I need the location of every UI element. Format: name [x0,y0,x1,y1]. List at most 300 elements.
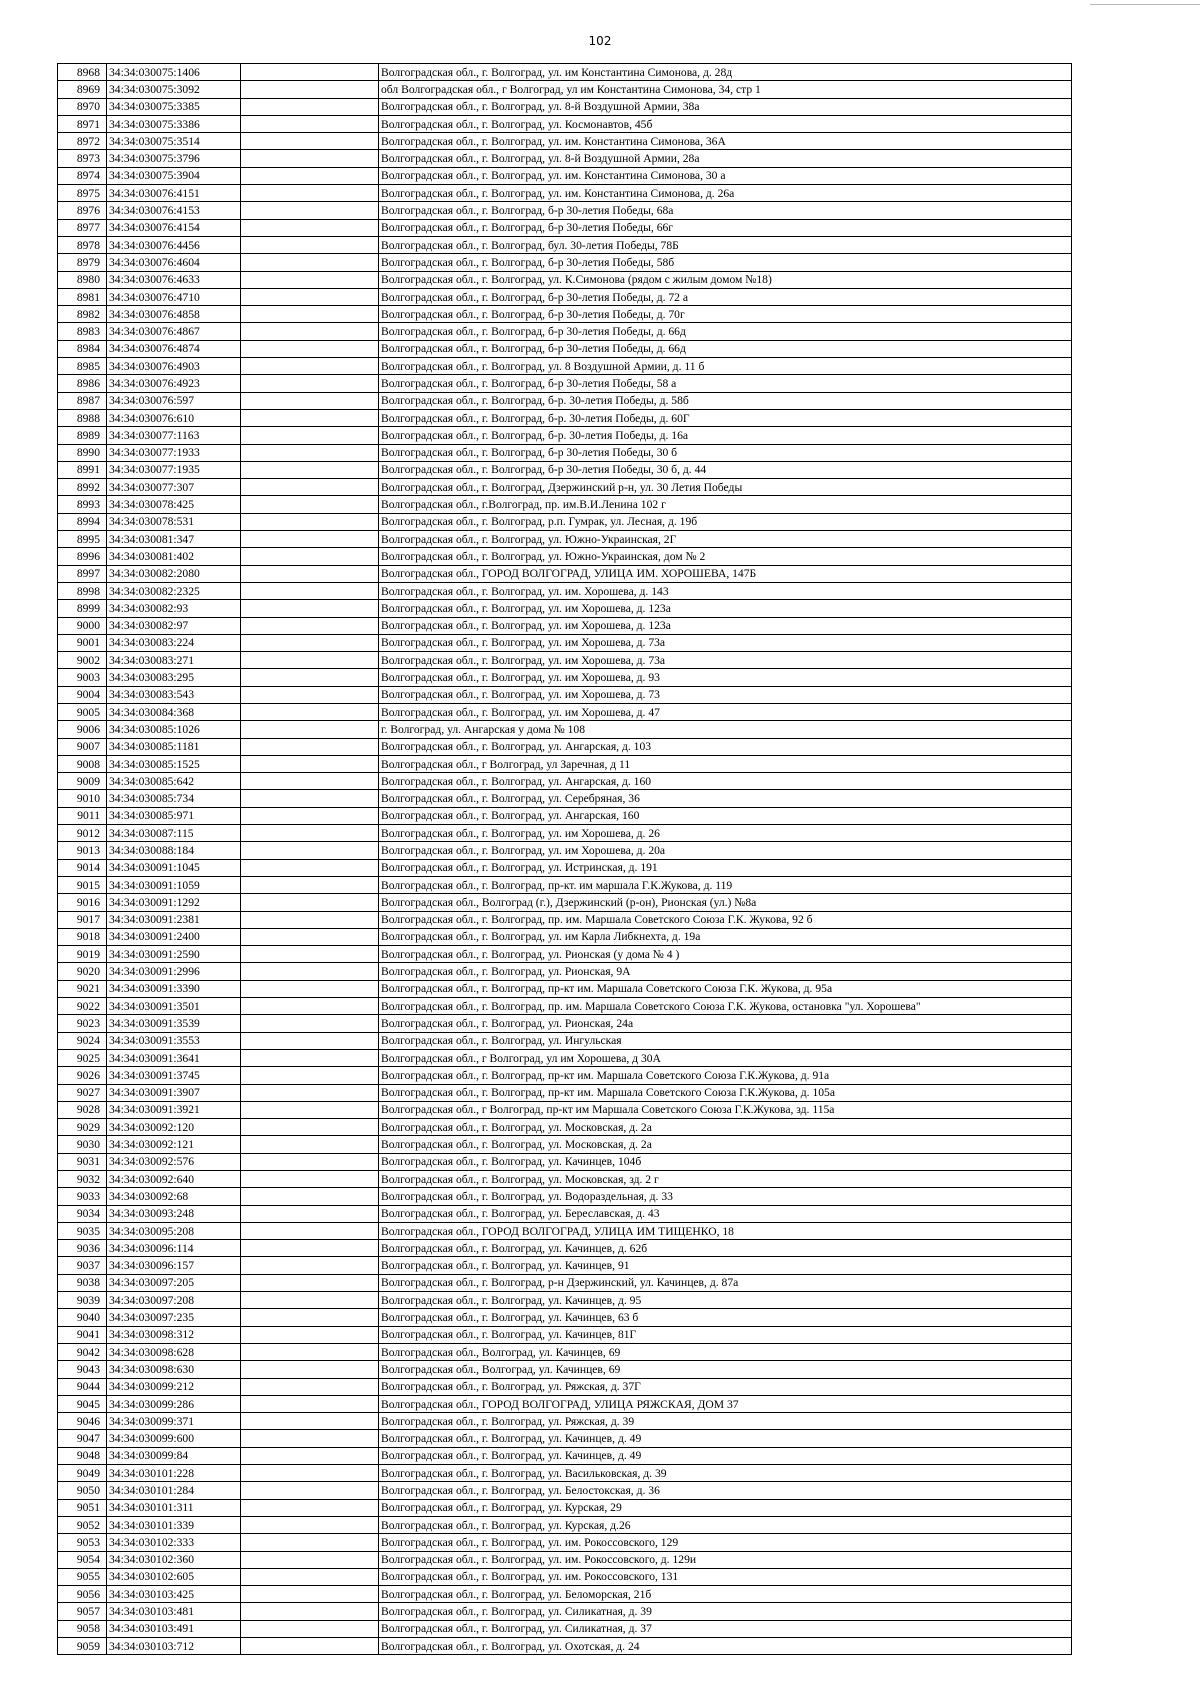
table-row [58,427,1072,444]
row-number-cell: 8999 [58,600,107,617]
row-number-cell: 9010 [58,790,107,807]
row-number-cell: 9047 [58,1430,107,1447]
address-cell: Волгоградская обл., г. Волгоград, б-р 30-летия Победы, д. 66д [379,323,1072,340]
empty-cell [241,1516,379,1533]
address-cell: Волгоградская обл., г. Волгоград, ул. Ангарская, д. 103 [379,738,1072,755]
empty-cell [241,1309,379,1326]
cadastral-number-cell: 34:34:030097:235 [107,1309,241,1326]
table-row [58,686,1072,703]
empty-cell [241,1257,379,1274]
empty-cell [241,288,379,305]
address-cell: Волгоградская обл., г. Волгоград, ул. Качинцев, д. 62б [379,1240,1072,1257]
row-number-cell: 9046 [58,1413,107,1430]
empty-cell [241,738,379,755]
empty-cell [241,1274,379,1291]
row-number-cell: 9021 [58,980,107,997]
cadastral-number-cell: 34:34:030091:1059 [107,876,241,893]
row-number-cell: 9054 [58,1551,107,1568]
table-row [58,1153,1072,1170]
address-cell: Волгоградская обл., г. Волгоград, ул. им Хорошева, д. 123а [379,600,1072,617]
registry-table-body [58,64,1072,1655]
empty-cell [241,773,379,790]
row-number-cell: 8988 [58,409,107,426]
address-cell: Волгоградская обл., г. Волгоград, ул. им Хорошева, д. 73а [379,652,1072,669]
table-row [58,1205,1072,1222]
cadastral-number-cell: 34:34:030087:115 [107,825,241,842]
address-cell: Волгоградская обл., г. Волгоград, ул. Московская, д. 2а [379,1119,1072,1136]
address-cell: Волгоградская обл., г. Волгоград, ул. им. Рокоссовского, 129 [379,1534,1072,1551]
table-row [58,1084,1072,1101]
registry-table [57,63,1072,1655]
empty-cell [241,1015,379,1032]
row-number-cell: 8977 [58,219,107,236]
row-number-cell: 9053 [58,1534,107,1551]
row-number-cell: 8991 [58,461,107,478]
address-cell: Волгоградская обл., Волгоград, ул. Качинцев, 69 [379,1361,1072,1378]
row-number-cell: 9008 [58,755,107,772]
row-number-cell: 9051 [58,1499,107,1516]
address-cell: Волгоградская обл., г. Волгоград, б-р. 30-летия Победы, д. 16а [379,427,1072,444]
row-number-cell: 8968 [58,64,107,81]
row-number-cell: 9030 [58,1136,107,1153]
cadastral-number-cell: 34:34:030091:3553 [107,1032,241,1049]
address-cell: Волгоградская обл., г. Волгоград, ул. Ряжская, д. 37Г [379,1378,1072,1395]
table-row [58,531,1072,548]
empty-cell [241,600,379,617]
address-cell: Волгоградская обл., г. Волгоград, ул. Ангарская, д. 160 [379,773,1072,790]
table-row [58,842,1072,859]
row-number-cell: 8972 [58,133,107,150]
table-row [58,513,1072,530]
empty-cell [241,444,379,461]
row-number-cell: 8986 [58,375,107,392]
row-number-cell: 8970 [58,98,107,115]
row-number-cell: 8990 [58,444,107,461]
row-number-cell: 9005 [58,703,107,720]
cadastral-number-cell: 34:34:030076:4874 [107,340,241,357]
empty-cell [241,479,379,496]
address-cell: Волгоградская обл., г. Волгоград, ул. Ряжская, д. 39 [379,1413,1072,1430]
cadastral-number-cell: 34:34:030097:208 [107,1292,241,1309]
row-number-cell: 8971 [58,115,107,132]
row-number-cell: 9059 [58,1638,107,1655]
address-cell: Волгоградская обл., г. Волгоград, ул. Рионская (у дома № 4 ) [379,946,1072,963]
address-cell: Волгоградская обл., г. Волгоград, ул. Курская, д.26 [379,1516,1072,1533]
cadastral-number-cell: 34:34:030091:3539 [107,1015,241,1032]
table-row [58,1516,1072,1533]
cadastral-number-cell: 34:34:030085:1525 [107,755,241,772]
table-row [58,1378,1072,1395]
address-cell: Волгоградская обл., г. Волгоград, ул. им. Рокоссовского, д. 129и [379,1551,1072,1568]
table-row [58,963,1072,980]
cadastral-number-cell: 34:34:030075:3385 [107,98,241,115]
empty-cell [241,531,379,548]
empty-cell [241,548,379,565]
address-cell: Волгоградская обл., г. Волгоград, ул. им Хорошева, д. 93 [379,669,1072,686]
empty-cell [241,64,379,81]
table-row [58,1620,1072,1637]
empty-cell [241,323,379,340]
cadastral-number-cell: 34:34:030077:1935 [107,461,241,478]
address-cell: Волгоградская обл., г. Волгоград, ул. Рионская, 24а [379,1015,1072,1032]
table-row [58,1136,1072,1153]
address-cell: Волгоградская обл., г. Волгоград, ул. им Хорошева, д. 123а [379,617,1072,634]
cadastral-number-cell: 34:34:030076:4923 [107,375,241,392]
empty-cell [241,1240,379,1257]
address-cell: Волгоградская обл., г. Волгоград, пр-кт им. Маршала Советского Союза Г.К. Жукова, д. 95а [379,980,1072,997]
row-number-cell: 9045 [58,1395,107,1412]
row-number-cell: 8997 [58,565,107,582]
cadastral-number-cell: 34:34:030081:347 [107,531,241,548]
address-cell: Волгоградская обл., г. Волгоград, ул. Силикатная, д. 39 [379,1603,1072,1620]
table-row [58,1465,1072,1482]
cadastral-number-cell: 34:34:030076:4867 [107,323,241,340]
empty-cell [241,790,379,807]
cadastral-number-cell: 34:34:030091:3921 [107,1101,241,1118]
cadastral-number-cell: 34:34:030082:2080 [107,565,241,582]
empty-cell [241,703,379,720]
table-row [58,1101,1072,1118]
cadastral-number-cell: 34:34:030092:68 [107,1188,241,1205]
empty-cell [241,1586,379,1603]
table-row [58,980,1072,997]
cadastral-number-cell: 34:34:030076:4151 [107,185,241,202]
address-cell: Волгоградская обл., г. Волгоград, ул. Московская, зд. 2 г [379,1171,1072,1188]
table-row [58,946,1072,963]
row-number-cell: 9006 [58,721,107,738]
table-row [58,254,1072,271]
cadastral-number-cell: 34:34:030083:224 [107,634,241,651]
row-number-cell: 9012 [58,825,107,842]
empty-cell [241,859,379,876]
empty-cell [241,1205,379,1222]
table-row [58,98,1072,115]
cadastral-number-cell: 34:34:030082:97 [107,617,241,634]
empty-cell [241,1119,379,1136]
row-number-cell: 9036 [58,1240,107,1257]
table-row [58,1361,1072,1378]
address-cell: Волгоградская обл., г. Волгоград, ул. К.Симонова (рядом с жилым домом №18) [379,271,1072,288]
table-row [58,219,1072,236]
address-cell: Волгоградская обл., г. Волгоград, ул. им. Константина Симонова, 36А [379,133,1072,150]
cadastral-number-cell: 34:34:030103:491 [107,1620,241,1637]
empty-cell [241,427,379,444]
address-cell: Волгоградская обл., г. Волгоград, ул. им Хорошева, д. 47 [379,703,1072,720]
cadastral-number-cell: 34:34:030077:1933 [107,444,241,461]
address-cell: Волгоградская обл., г. Волгоград, ул. им Константина Симонова, д. 28д [379,64,1072,81]
empty-cell [241,946,379,963]
address-cell: Волгоградская обл., г. Волгоград, б-р 30-летия Победы, 30 б, д. 44 [379,461,1072,478]
cadastral-number-cell: 34:34:030075:3796 [107,150,241,167]
row-number-cell: 9024 [58,1032,107,1049]
cadastral-number-cell: 34:34:030076:4858 [107,306,241,323]
row-number-cell: 8976 [58,202,107,219]
address-cell: Волгоградская обл., г. Волгоград, б-р 30-летия Победы, 68а [379,202,1072,219]
cadastral-number-cell: 34:34:030098:628 [107,1343,241,1360]
empty-cell [241,513,379,530]
row-number-cell: 9055 [58,1568,107,1585]
address-cell: Волгоградская обл., г. Волгоград, ул. Космонавтов, 45б [379,115,1072,132]
table-row [58,1032,1072,1049]
address-cell: Волгоградская обл., г. Волгоград, ул. им Хорошева, д. 73а [379,634,1072,651]
empty-cell [241,1620,379,1637]
table-row [58,894,1072,911]
cadastral-number-cell: 34:34:030077:307 [107,479,241,496]
cadastral-number-cell: 34:34:030075:3092 [107,81,241,98]
empty-cell [241,150,379,167]
cadastral-number-cell: 34:34:030076:610 [107,409,241,426]
empty-cell [241,686,379,703]
address-cell: Волгоградская обл., Волгоград (г.), Дзержинский (р-он), Рионская (ул.) №8а [379,894,1072,911]
table-row [58,565,1072,582]
address-cell: Волгоградская обл., г. Волгоград, ул. Южно-Украинская, 2Г [379,531,1072,548]
table-row [58,1551,1072,1568]
address-cell: Волгоградская обл., г. Волгоград, б-р. 30-летия Победы, д. 58б [379,392,1072,409]
empty-cell [241,392,379,409]
row-number-cell: 8985 [58,358,107,375]
cadastral-number-cell: 34:34:030088:184 [107,842,241,859]
table-row [58,1413,1072,1430]
address-cell: Волгоградская обл., г. Волгоград, ул. Истринская, д. 191 [379,859,1072,876]
address-cell: Волгоградская обл., г. Волгоград, ул. им. Рокоссовского, 131 [379,1568,1072,1585]
table-row [58,1188,1072,1205]
address-cell: Волгоградская обл., г. Волгоград, ул. Курская, 29 [379,1499,1072,1516]
empty-cell [241,461,379,478]
address-cell: Волгоградская обл., г. Волгоград, ул. Качинцев, 63 б [379,1309,1072,1326]
empty-cell [241,409,379,426]
cadastral-number-cell: 34:34:030091:3501 [107,998,241,1015]
table-row [58,323,1072,340]
empty-cell [241,1067,379,1084]
table-row [58,271,1072,288]
table-row [58,1534,1072,1551]
cadastral-number-cell: 34:34:030076:4153 [107,202,241,219]
cadastral-number-cell: 34:34:030096:157 [107,1257,241,1274]
row-number-cell: 9025 [58,1049,107,1066]
address-cell: Волгоградская обл., г. Волгоград, ул. Беломорская, 21б [379,1586,1072,1603]
empty-cell [241,842,379,859]
cadastral-number-cell: 34:34:030091:2400 [107,928,241,945]
address-cell: Волгоградская обл., г. Волгоград, ул. Водораздельная, д. 33 [379,1188,1072,1205]
row-number-cell: 9041 [58,1326,107,1343]
row-number-cell: 8973 [58,150,107,167]
empty-cell [241,928,379,945]
empty-cell [241,340,379,357]
empty-cell [241,115,379,132]
cadastral-number-cell: 34:34:030085:1181 [107,738,241,755]
table-row [58,1292,1072,1309]
row-number-cell: 8984 [58,340,107,357]
empty-cell [241,1430,379,1447]
address-cell: Волгоградская обл., г. Волгоград, р-н Дзержинский, ул. Качинцев, д. 87а [379,1274,1072,1291]
row-number-cell: 9044 [58,1378,107,1395]
row-number-cell: 8969 [58,81,107,98]
empty-cell [241,167,379,184]
address-cell: г. Волгоград, ул. Ангарская у дома № 108 [379,721,1072,738]
empty-cell [241,1361,379,1378]
table-row [58,340,1072,357]
cadastral-number-cell: 34:34:030092:640 [107,1171,241,1188]
empty-cell [241,1465,379,1482]
table-row [58,306,1072,323]
cadastral-number-cell: 34:34:030083:271 [107,652,241,669]
cadastral-number-cell: 34:34:030102:605 [107,1568,241,1585]
row-number-cell: 9023 [58,1015,107,1032]
address-cell: Волгоградская обл., г. Волгоград, пр-кт. им маршала Г.К.Жукова, д. 119 [379,876,1072,893]
address-cell: Волгоградская обл., г. Волгоград, б-р 30-летия Победы, д. 66д [379,340,1072,357]
row-number-cell: 8980 [58,271,107,288]
address-cell: Волгоградская обл., г. Волгоград, ул. им. Константина Симонова, 30 а [379,167,1072,184]
table-row [58,461,1072,478]
empty-cell [241,1395,379,1412]
table-row [58,652,1072,669]
address-cell: Волгоградская обл., г Волгоград, ул Заречная, д 11 [379,755,1072,772]
row-number-cell: 9038 [58,1274,107,1291]
address-cell: Волгоградская обл., г. Волгоград, б-р. 30-летия Победы, д. 60Г [379,409,1072,426]
table-row [58,1049,1072,1066]
cadastral-number-cell: 34:34:030076:4903 [107,358,241,375]
row-number-cell: 8982 [58,306,107,323]
table-row [58,1257,1072,1274]
cadastral-number-cell: 34:34:030075:1406 [107,64,241,81]
address-cell: Волгоградская обл., ГОРОД ВОЛГОГРАД, УЛИЦА ИМ ТИЩЕНКО, 18 [379,1222,1072,1239]
row-number-cell: 9057 [58,1603,107,1620]
cadastral-number-cell: 34:34:030091:2996 [107,963,241,980]
cadastral-number-cell: 34:34:030099:371 [107,1413,241,1430]
address-cell: Волгоградская обл., г. Волгоград, ул. Ангарская, 160 [379,807,1072,824]
cadastral-number-cell: 34:34:030101:284 [107,1482,241,1499]
empty-cell [241,133,379,150]
table-row [58,202,1072,219]
row-number-cell: 8974 [58,167,107,184]
cadastral-number-cell: 34:34:030098:630 [107,1361,241,1378]
row-number-cell: 9052 [58,1516,107,1533]
table-row [58,1343,1072,1360]
row-number-cell: 8979 [58,254,107,271]
row-number-cell: 8995 [58,531,107,548]
table-row [58,998,1072,1015]
table-row [58,133,1072,150]
row-number-cell: 9016 [58,894,107,911]
address-cell: Волгоградская обл., ГОРОД ВОЛГОГРАД, УЛИЦА РЯЖСКАЯ, ДОМ 37 [379,1395,1072,1412]
table-row [58,1447,1072,1464]
row-number-cell: 9049 [58,1465,107,1482]
table-row [58,150,1072,167]
empty-cell [241,219,379,236]
address-cell: Волгоградская обл., г. Волгоград, ул. 8-й Воздушной Армии, 38а [379,98,1072,115]
empty-cell [241,617,379,634]
cadastral-number-cell: 34:34:030092:576 [107,1153,241,1170]
cadastral-number-cell: 34:34:030098:312 [107,1326,241,1343]
empty-cell [241,998,379,1015]
empty-cell [241,1136,379,1153]
cadastral-number-cell: 34:34:030085:971 [107,807,241,824]
table-row [58,703,1072,720]
row-number-cell: 9037 [58,1257,107,1274]
empty-cell [241,1413,379,1430]
cadastral-number-cell: 34:34:030091:1292 [107,894,241,911]
table-row [58,1568,1072,1585]
table-row [58,358,1072,375]
table-row [58,928,1072,945]
address-cell: Волгоградская обл., г. Волгоград, ул. Охотская, д. 24 [379,1638,1072,1655]
row-number-cell: 9022 [58,998,107,1015]
row-number-cell: 9031 [58,1153,107,1170]
cadastral-number-cell: 34:34:030085:642 [107,773,241,790]
empty-cell [241,1568,379,1585]
cadastral-number-cell: 34:34:030083:295 [107,669,241,686]
empty-cell [241,1171,379,1188]
table-row [58,167,1072,184]
cadastral-number-cell: 34:34:030082:2325 [107,582,241,599]
cadastral-number-cell: 34:34:030084:368 [107,703,241,720]
table-row [58,81,1072,98]
address-cell: Волгоградская обл., ГОРОД ВОЛГОГРАД, УЛИЦА ИМ. ХОРОШЕВА, 147Б [379,565,1072,582]
cadastral-number-cell: 34:34:030099:212 [107,1378,241,1395]
table-row [58,1499,1072,1516]
row-number-cell: 9029 [58,1119,107,1136]
empty-cell [241,271,379,288]
row-number-cell: 9048 [58,1447,107,1464]
address-cell: Волгоградская обл., г. Волгоград, бул. 30-летия Победы, 78Б [379,236,1072,253]
row-number-cell: 9003 [58,669,107,686]
cadastral-number-cell: 34:34:030075:3514 [107,133,241,150]
empty-cell [241,375,379,392]
cadastral-number-cell: 34:34:030085:734 [107,790,241,807]
row-number-cell: 9050 [58,1482,107,1499]
address-cell: Волгоградская обл., г. Волгоград, ул. им Карла Либкнехта, д. 19а [379,928,1072,945]
table-row [58,1240,1072,1257]
address-cell: Волгоградская обл., г Волгоград, ул им Хорошева, д 30А [379,1049,1072,1066]
table-row [58,738,1072,755]
row-number-cell: 9056 [58,1586,107,1603]
table-row [58,1274,1072,1291]
row-number-cell: 9033 [58,1188,107,1205]
table-row [58,288,1072,305]
empty-cell [241,1378,379,1395]
table-row [58,1171,1072,1188]
empty-cell [241,1499,379,1516]
empty-cell [241,202,379,219]
empty-cell [241,565,379,582]
empty-cell [241,582,379,599]
address-cell: Волгоградская обл., г. Волгоград, ул. Качинцев, д. 49 [379,1447,1072,1464]
address-cell: Волгоградская обл., г. Волгоград, ул. Качинцев, 81Г [379,1326,1072,1343]
address-cell: Волгоградская обл., г. Волгоград, ул. Береславская, д. 43 [379,1205,1072,1222]
row-number-cell: 9004 [58,686,107,703]
empty-cell [241,1326,379,1343]
row-number-cell: 9035 [58,1222,107,1239]
row-number-cell: 9015 [58,876,107,893]
empty-cell [241,825,379,842]
address-cell: Волгоградская обл., г. Волгоград, ул. Васильковская, д. 39 [379,1465,1072,1482]
row-number-cell: 9026 [58,1067,107,1084]
empty-cell [241,236,379,253]
cadastral-number-cell: 34:34:030092:121 [107,1136,241,1153]
cadastral-number-cell: 34:34:030103:712 [107,1638,241,1655]
row-number-cell: 9043 [58,1361,107,1378]
cadastral-number-cell: 34:34:030076:597 [107,392,241,409]
table-row [58,236,1072,253]
cadastral-number-cell: 34:34:030083:543 [107,686,241,703]
address-cell: Волгоградская обл., Волгоград, ул. Качинцев, 69 [379,1343,1072,1360]
cadastral-number-cell: 34:34:030099:84 [107,1447,241,1464]
row-number-cell: 9002 [58,652,107,669]
table-row [58,1222,1072,1239]
empty-cell [241,1447,379,1464]
cadastral-number-cell: 34:34:030092:120 [107,1119,241,1136]
empty-cell [241,1603,379,1620]
